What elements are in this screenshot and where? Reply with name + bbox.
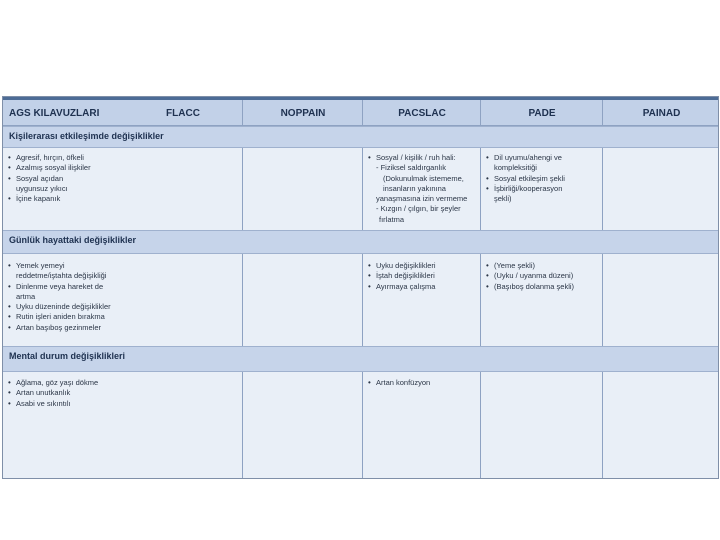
list-item: • Rutin işleri aniden bırakma: [7, 312, 111, 322]
header-pade: PADE: [528, 107, 556, 119]
list-item: uygunsuz yıkıcı: [16, 183, 68, 193]
section-title: Kişilerarası etkileşimde değişiklikler: [9, 131, 164, 141]
pade-cell: [485, 153, 565, 204]
section-interpersonal: [3, 126, 718, 148]
column-divider: [242, 100, 243, 479]
list-item: • Dinlenme veya hareket de: [7, 282, 111, 292]
list-item: • (Yeme şekli): [485, 261, 574, 271]
header-noppain: NOPPAIN: [280, 107, 326, 119]
list-item: • Artan konfüzyon: [367, 378, 430, 388]
header-painad: PAINAD: [642, 107, 681, 119]
list-item: • İçine kapanık: [7, 194, 91, 204]
list-item: (Dokunulmak istememe,: [383, 173, 464, 183]
list-item: • İştah değişiklikleri: [367, 271, 436, 281]
list-item: • Sosyal / kişilik / ruh hali:: [367, 153, 467, 163]
pade-cell: [485, 261, 574, 292]
guides-cell: [7, 378, 98, 409]
list-item: insanların yakınına: [383, 183, 446, 193]
list-item: • Agresif, hırçın, öfkeli: [7, 153, 91, 163]
list-item: • Ağlama, göz yaşı dökme: [7, 378, 98, 388]
guides-cell: [7, 261, 111, 333]
list-item: kompleksitiği: [494, 163, 537, 173]
header-pacslac: PACSLAC: [398, 107, 446, 119]
column-divider: [480, 100, 481, 479]
list-item: fırlatma: [379, 214, 405, 224]
list-item: - Fiziksel saldırganlık: [376, 163, 447, 173]
table-header-row: [3, 100, 718, 126]
list-item: • Dil uyumu/ahengi ve: [485, 153, 565, 163]
list-item: • Artan unutkanlık: [7, 388, 98, 398]
pacslac-cell: [367, 261, 436, 292]
list-item: • (Uyku / uyanma düzeni): [485, 271, 574, 281]
column-divider: [602, 100, 603, 479]
header-flacc: FLACC: [166, 107, 200, 119]
list-item: - Kızgın / çılgın, bir şeyler: [376, 204, 461, 214]
section-title: Mental durum değişiklikleri: [9, 351, 126, 361]
pacslac-cell: [367, 153, 467, 225]
list-item: reddetme/iştahta değişikliği: [16, 271, 107, 281]
column-divider: [362, 100, 363, 479]
section-mental-status: [3, 346, 718, 372]
list-item: • Azalmış sosyal ilişkiler: [7, 163, 91, 173]
list-item: • Ayırmaya çalışma: [367, 282, 436, 292]
list-item: • İşbirliği/kooperasyon: [485, 184, 565, 194]
list-item: • Sosyal açıdan: [7, 174, 91, 184]
section-title: Günlük hayattaki değişiklikler: [9, 235, 137, 245]
header-ags-guides: AGS KILAVUZLARI: [9, 107, 100, 119]
list-item: şekli): [494, 194, 512, 204]
pacslac-cell: [367, 378, 430, 388]
list-item: • Artan başıboş gezinmeler: [7, 323, 111, 333]
list-item: • Uyku düzeninde değişiklikler: [7, 302, 111, 312]
list-item: • Yemek yemeyi: [7, 261, 111, 271]
list-item: • Asabi ve sıkıntılı: [7, 399, 98, 409]
list-item: yanaşmasına izin vermeme: [376, 194, 468, 204]
list-item: • (Başıboş dolanma şekli): [485, 282, 574, 292]
guides-cell: [7, 153, 91, 204]
list-item: • Sosyal etkileşim şekli: [485, 174, 565, 184]
guidelines-table: [2, 96, 719, 479]
list-item: artma: [16, 291, 36, 301]
list-item: • Uyku değişiklikleri: [367, 261, 436, 271]
section-daily-life: [3, 230, 718, 254]
